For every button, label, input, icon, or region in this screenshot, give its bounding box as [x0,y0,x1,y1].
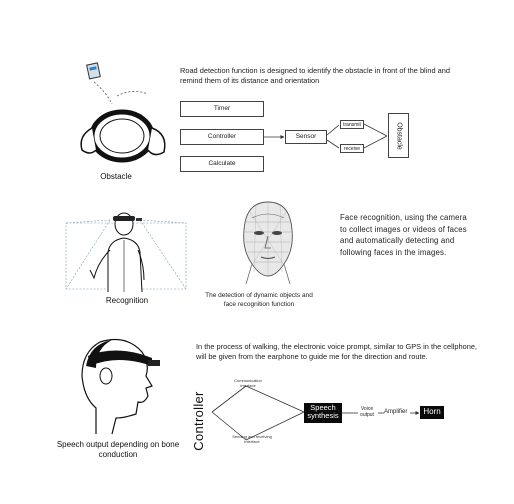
controller-upper-line-left [212,386,246,412]
face-detection-caption: The detection of dynamic objects and face recognition function [205,292,313,308]
transmit-box: transmit [340,120,364,129]
amplifier-label: Amplifier [384,409,408,415]
face-recognition-description: Face recognition, using the camera to collect images or videos of faces and automatically detecting and following faces in the images. [340,213,467,257]
communication-interface-label: Communication interface [234,378,262,388]
controller-vertical-label: Controller [191,391,206,451]
horn-box: Horn [420,406,444,419]
recognition-label: Recognition [105,296,149,305]
speech-synthesis-box: Speech synthesis [304,403,342,423]
receive-box: receive [340,144,364,153]
voice-output-label: Voice output [360,406,374,418]
sensor-box: Sensor [285,130,327,144]
calculate-box: Calculate [180,156,264,172]
sending-receiving-interface-label: Sending and receiving interface [232,434,272,444]
bone-conduction-label: Speech output depending on bone conduction [56,440,180,459]
timer-box: Timer [180,101,264,117]
obstacle-box-label: Obstacle [395,121,402,150]
obstacle-label: Obstacle [100,172,132,181]
voice-prompt-caption: In the process of walking, the electronic voice prompt, similar to GPS in the cellphone, will be given from the earphone to guide me for the direction and route. [196,342,477,361]
road-detection-caption: Road detection function is designed to identify the obstacle in front of the blind and remind them of its distance and orientation [180,66,450,85]
controller-box: Controller [180,129,264,145]
controller-upper-line-right [246,386,304,412]
